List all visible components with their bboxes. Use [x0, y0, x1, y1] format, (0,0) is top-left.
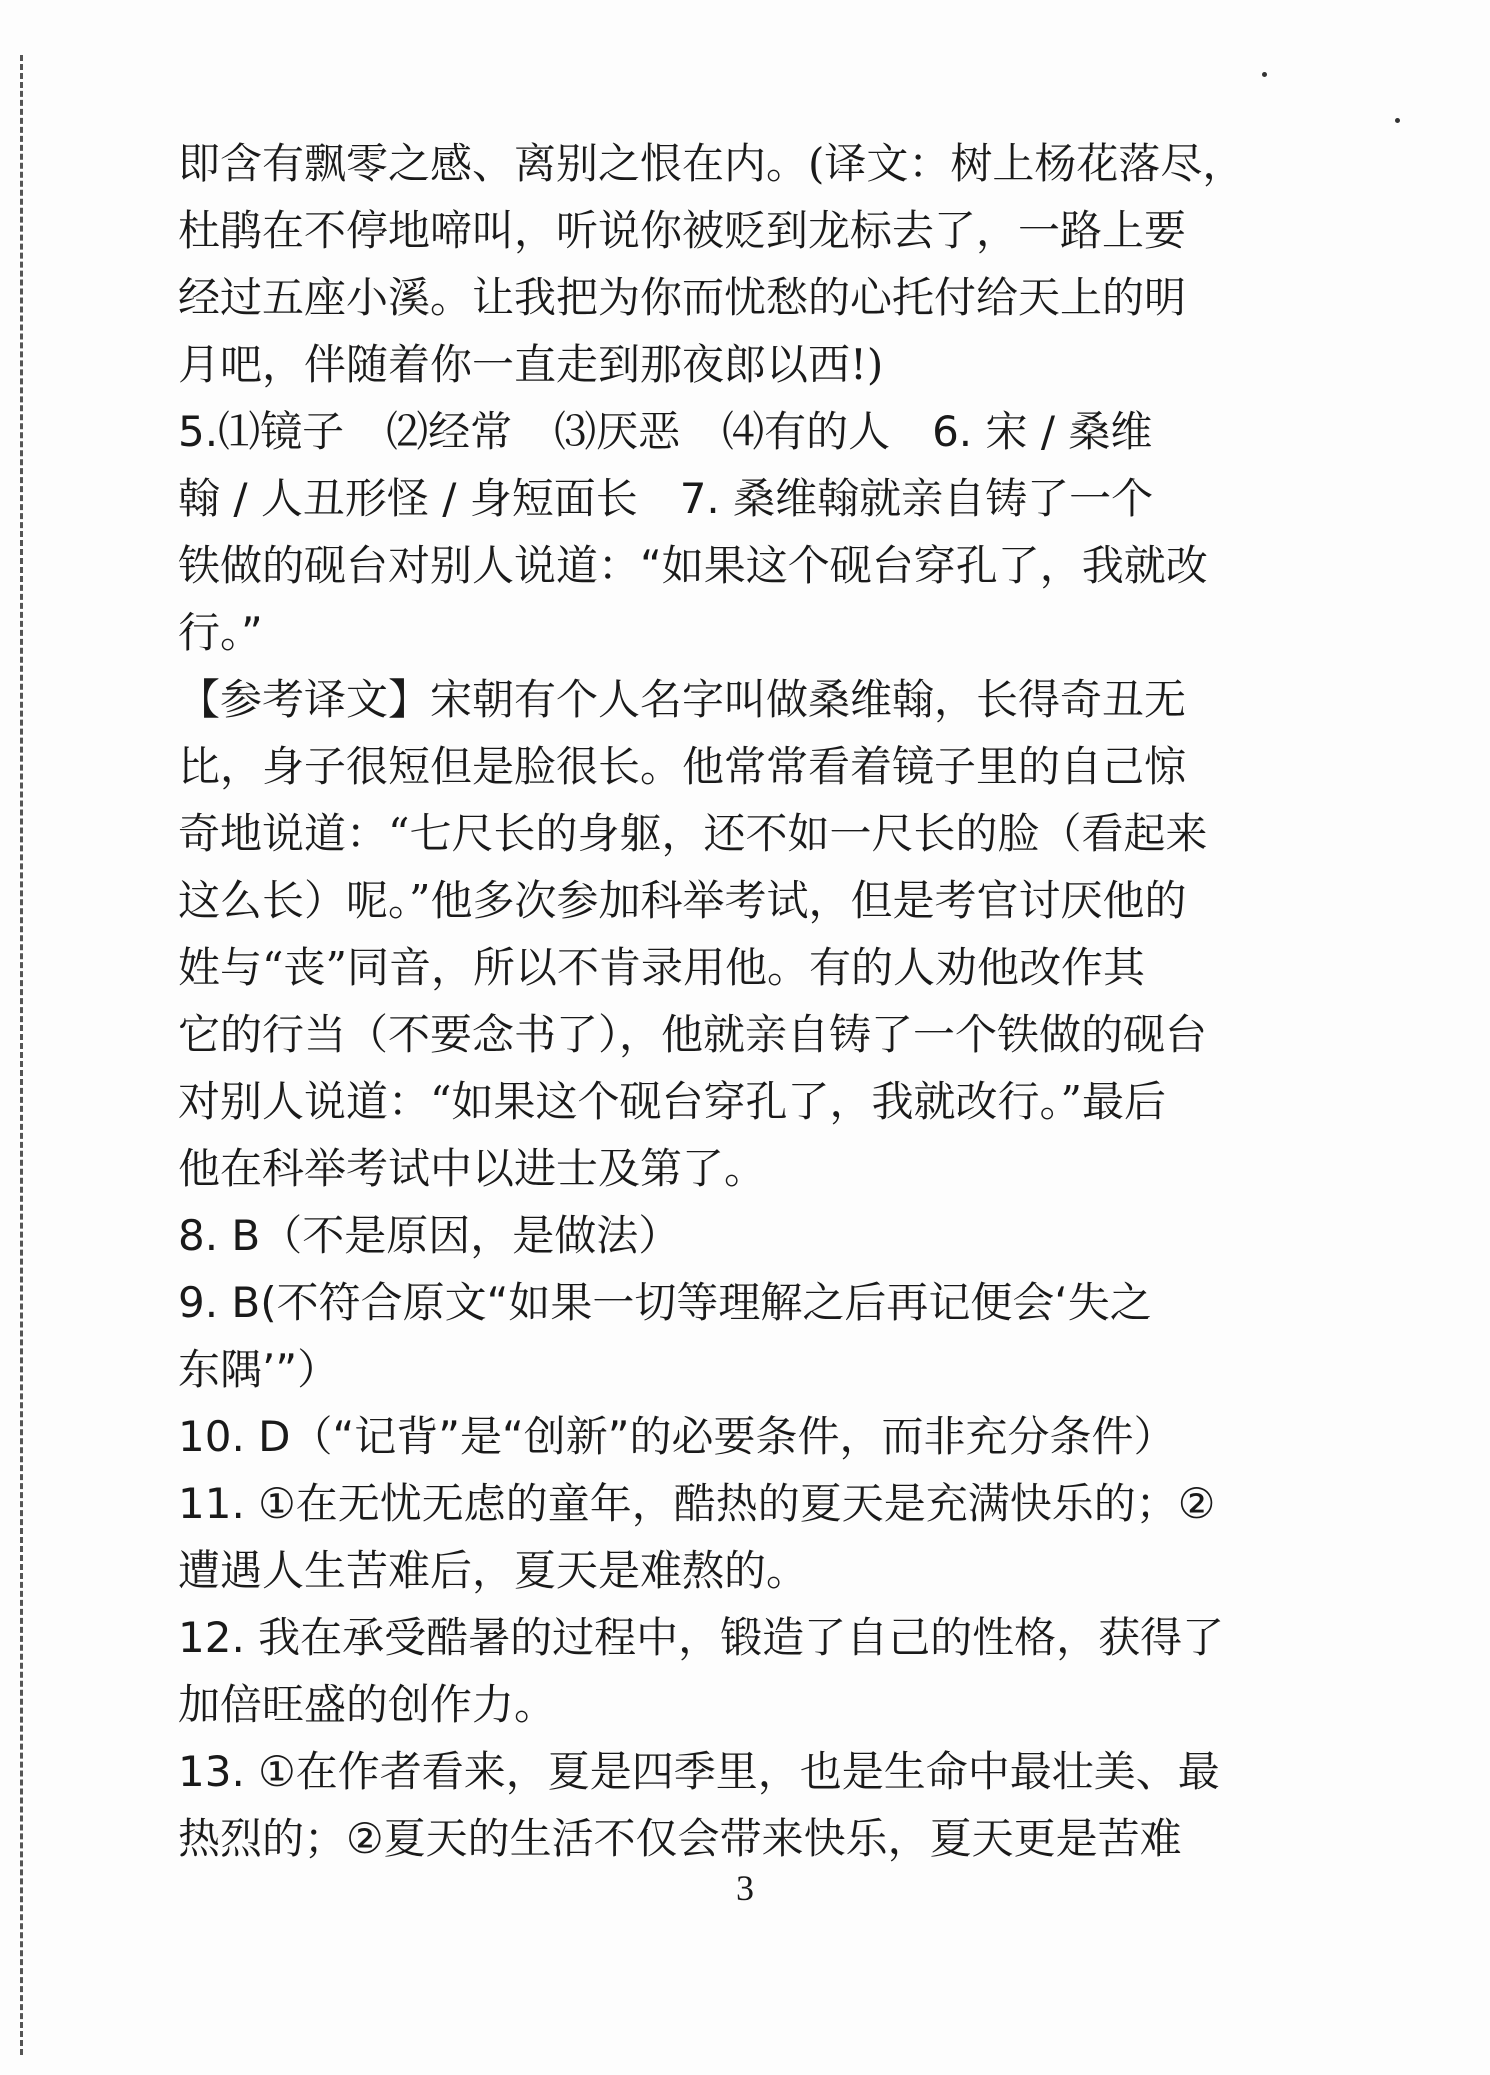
text-line: 8. B（不是原因，是做法）	[178, 1211, 681, 1260]
text-line: 奇地说道：“七尺长的身躯，还不如一尺长的脸（看起来	[178, 809, 1208, 858]
text-line: 11. ①在无忧无虑的童年，酷热的夏天是充满快乐的；②	[178, 1479, 1216, 1528]
text-line: 【参考译文】宋朝有个人名字叫做桑维翰，长得奇丑无	[178, 675, 1187, 724]
text-line: 东隅’”）	[178, 1345, 340, 1394]
text-line: 月吧，伴随着你一直走到那夜郎以西!)	[178, 340, 884, 389]
text-line: 行。”	[178, 608, 263, 657]
text-line: 5.⑴镜子 ⑵经常 ⑶厌恶 ⑷有的人 6. 宋 / 桑维	[178, 407, 1153, 456]
text-line: 即含有飘零之感、离别之恨在内。(译文：树上杨花落尽，	[178, 139, 1245, 188]
text-line: 13. ①在作者看来，夏是四季里，也是生命中最壮美、最	[178, 1747, 1220, 1796]
text-line: 铁做的砚台对别人说道：“如果这个砚台穿孔了，我就改	[178, 541, 1208, 590]
text-line: 9. B(不符合原文“如果一切等理解之后再记便会‘失之	[178, 1278, 1152, 1327]
text-line: 遭遇人生苦难后，夏天是难熬的。	[178, 1546, 809, 1595]
binding-dashed-line	[20, 55, 23, 2055]
text-line: 12. 我在承受酷暑的过程中，锻造了自己的性格，获得了	[178, 1613, 1225, 1662]
text-line: 翰 / 人丑形怪 / 身短面长 7. 桑维翰就亲自铸了一个	[178, 474, 1154, 523]
text-line: 杜鹃在不停地啼叫，听说你被贬到龙标去了，一路上要	[178, 206, 1187, 255]
text-line: 姓与“丧”同音，所以不肯录用他。有的人劝他改作其	[178, 943, 1145, 992]
answer-text-body	[178, 130, 1258, 1872]
text-line: 对别人说道：“如果这个砚台穿孔了，我就改行。”最后	[178, 1077, 1166, 1126]
page-number: 3	[736, 1868, 754, 1908]
text-line: 经过五座小溪。让我把为你而忧愁的心托付给天上的明	[178, 273, 1187, 322]
text-line: 这么长）呢。”他多次参加科举考试，但是考官讨厌他的	[178, 876, 1187, 925]
text-line: 比，身子很短但是脸很长。他常常看着镜子里的自己惊	[178, 742, 1187, 791]
text-line: 它的行当（不要念书了），他就亲自铸了一个铁做的砚台	[178, 1010, 1208, 1059]
text-line: 他在科举考试中以进士及第了。	[178, 1144, 767, 1193]
text-line: 热烈的；②夏天的生活不仅会带来快乐，夏天更是苦难	[178, 1814, 1182, 1863]
scan-speck	[1395, 118, 1400, 123]
text-line: 10. D（“记背”是“创新”的必要条件，而非充分条件）	[178, 1412, 1176, 1461]
text-line: 加倍旺盛的创作力。	[178, 1680, 557, 1729]
scan-speck	[1262, 72, 1267, 77]
